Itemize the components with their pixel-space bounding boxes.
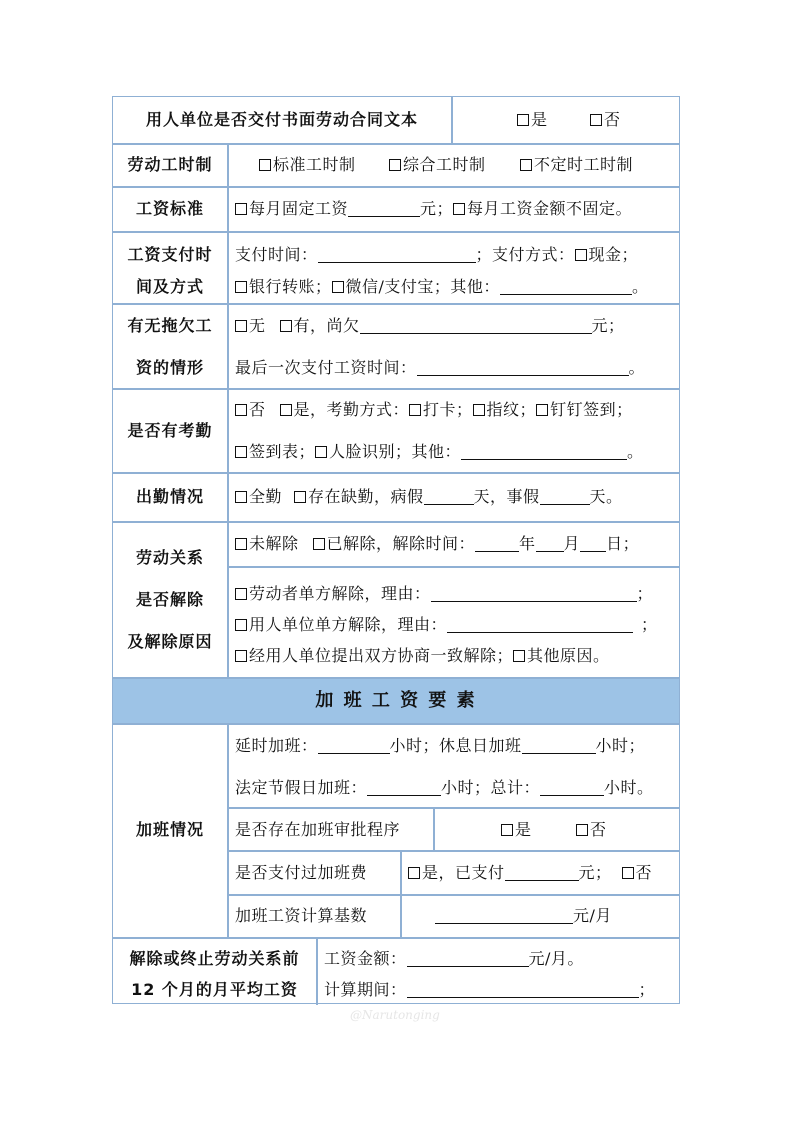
work-hours-label: 劳动工时制 xyxy=(127,155,213,174)
checkbox-icon[interactable] xyxy=(294,491,306,503)
row-divider xyxy=(113,186,679,188)
row-divider xyxy=(227,894,679,896)
checkbox-icon[interactable] xyxy=(575,249,587,261)
base-amount-blank[interactable] xyxy=(435,907,573,924)
rest-day-hours-blank[interactable] xyxy=(522,737,596,754)
avg-wage-amount-line: 工资金额： 元/月。 xyxy=(324,949,584,968)
wage-standard-options: 每月固定工资 元； 每月工资金额不固定。 xyxy=(235,199,632,219)
overtime-base-field: 元/月 xyxy=(435,906,612,926)
checkbox-icon[interactable] xyxy=(235,650,247,662)
approval-label: 是否存在加班审批程序 xyxy=(235,820,401,839)
attendance-status-line: 全勤 存在缺勤，病假 天，事假 天。 xyxy=(235,487,623,507)
total-hours-blank[interactable] xyxy=(540,779,604,796)
col-divider xyxy=(400,850,402,937)
payment-line1: 支付时间： ；支付方式： 现金； xyxy=(235,245,639,264)
row-divider xyxy=(113,303,679,305)
approval-no-option[interactable]: 否 xyxy=(576,820,607,840)
row-divider xyxy=(227,566,679,568)
termination-label-line2: 是否解除 xyxy=(135,590,204,609)
approval-yes-option[interactable]: 是 xyxy=(501,820,532,840)
checkbox-icon[interactable] xyxy=(235,491,247,503)
checkbox-icon[interactable] xyxy=(473,404,485,416)
avg-wage-period-blank[interactable] xyxy=(407,981,639,998)
attendance-line2: 签到表； 人脸识别；其他： 。 xyxy=(235,442,644,462)
checkbox-icon[interactable] xyxy=(590,114,602,126)
avg-wage-label-line2: 12 个月的月平均工资 xyxy=(131,980,298,999)
fixed-wage-blank[interactable] xyxy=(348,200,420,217)
arrears-line1: 无 有，尚欠 元； xyxy=(235,316,625,336)
overtime-line2: 法定节假日加班： 小时；总计： 小时。 xyxy=(235,778,654,797)
row-divider xyxy=(113,677,679,679)
checkbox-icon[interactable] xyxy=(280,404,292,416)
checkbox-icon[interactable] xyxy=(313,538,325,550)
checkbox-icon[interactable] xyxy=(332,281,344,293)
arrears-amount-blank[interactable] xyxy=(360,317,592,334)
checkbox-icon[interactable] xyxy=(235,619,247,631)
checkbox-icon[interactable] xyxy=(501,824,513,836)
contract-no-option[interactable]: 否 xyxy=(590,110,621,130)
labor-form xyxy=(112,96,680,1004)
worker-reason-blank[interactable] xyxy=(431,585,637,602)
pay-time-blank[interactable] xyxy=(318,246,476,263)
checkbox-icon[interactable] xyxy=(235,404,247,416)
row-divider xyxy=(113,388,679,390)
overtime-section-title: 加 班 工 资 要 素 xyxy=(315,690,477,711)
checkbox-icon[interactable] xyxy=(235,588,247,600)
flexible-hours-option[interactable]: 不定时工时制 xyxy=(520,155,633,175)
checkbox-icon[interactable] xyxy=(409,404,421,416)
row-divider xyxy=(113,143,679,145)
checkbox-icon[interactable] xyxy=(235,538,247,550)
row-divider xyxy=(227,807,679,809)
row-divider xyxy=(113,521,679,523)
col-divider xyxy=(227,723,229,937)
termination-label-line3: 及解除原因 xyxy=(127,632,213,651)
comprehensive-hours-option[interactable]: 综合工时制 xyxy=(389,155,486,175)
arrears-line2: 最后一次支付工资时间： 。 xyxy=(235,358,646,377)
arrears-label-line2: 资的情形 xyxy=(135,358,204,377)
overtime-base-label: 加班工资计算基数 xyxy=(235,906,368,925)
termination-line4: 经用人单位提出双方协商一致解除； 其他原因。 xyxy=(235,646,610,666)
watermark: @Narutonging xyxy=(350,1008,440,1022)
delay-hours-blank[interactable] xyxy=(318,737,390,754)
avg-wage-label-line1: 解除或终止劳动关系前 xyxy=(129,949,300,968)
row-divider xyxy=(113,231,679,233)
overtime-paid-options: 是，已支付 元； 否 xyxy=(408,863,652,883)
personal-leave-blank[interactable] xyxy=(540,488,590,505)
payment-label-line1: 工资支付时 xyxy=(127,245,213,264)
holiday-hours-blank[interactable] xyxy=(367,779,441,796)
checkbox-icon[interactable] xyxy=(536,404,548,416)
checkbox-icon[interactable] xyxy=(235,446,247,458)
sick-leave-blank[interactable] xyxy=(424,488,474,505)
checkbox-icon[interactable] xyxy=(513,650,525,662)
checkbox-icon[interactable] xyxy=(622,867,634,879)
col-divider xyxy=(227,143,229,677)
checkbox-icon[interactable] xyxy=(235,320,247,332)
checkbox-icon[interactable] xyxy=(520,159,532,171)
checkbox-icon[interactable] xyxy=(235,281,247,293)
attendance-other-blank[interactable] xyxy=(461,443,627,460)
checkbox-icon[interactable] xyxy=(315,446,327,458)
checkbox-icon[interactable] xyxy=(235,203,247,215)
wage-standard-label: 工资标准 xyxy=(135,199,204,218)
arrears-label-line1: 有无拖欠工 xyxy=(127,316,213,335)
checkbox-icon[interactable] xyxy=(408,867,420,879)
employer-reason-blank[interactable] xyxy=(447,616,633,633)
row-divider xyxy=(113,723,679,725)
contract-yes-option[interactable]: 是 xyxy=(517,110,548,130)
row-divider xyxy=(113,937,679,939)
payment-other-blank[interactable] xyxy=(500,278,632,295)
attendance-record-label: 是否有考勤 xyxy=(127,421,213,440)
row-divider xyxy=(113,472,679,474)
last-payment-blank[interactable] xyxy=(417,359,629,376)
termination-line2: 劳动者单方解除，理由： ； xyxy=(235,584,653,604)
col-divider xyxy=(316,937,318,1005)
overtime-paid-label: 是否支付过加班费 xyxy=(235,863,368,882)
checkbox-icon[interactable] xyxy=(280,320,292,332)
paid-amount-blank[interactable] xyxy=(505,864,579,881)
checkbox-icon[interactable] xyxy=(576,824,588,836)
termination-line3: 用人单位单方解除，理由： ； xyxy=(235,615,658,635)
year-blank[interactable] xyxy=(475,535,519,552)
checkbox-icon[interactable] xyxy=(259,159,271,171)
form-table xyxy=(112,96,680,1004)
contract-text-label: 用人单位是否交付书面劳动合同文本 xyxy=(145,110,418,129)
row-divider xyxy=(227,850,679,852)
termination-label-line1: 劳动关系 xyxy=(135,548,204,567)
payment-line2: 银行转账； 微信/支付宝；其他： 。 xyxy=(235,277,648,297)
col-divider xyxy=(451,97,453,143)
payment-label-line2: 间及方式 xyxy=(135,277,204,296)
checkbox-icon[interactable] xyxy=(453,203,465,215)
checkbox-icon[interactable] xyxy=(389,159,401,171)
checkbox-icon[interactable] xyxy=(517,114,529,126)
month-blank[interactable] xyxy=(536,535,564,552)
attendance-status-label: 出勤情况 xyxy=(135,487,204,506)
col-divider xyxy=(433,807,435,850)
day-blank[interactable] xyxy=(580,535,606,552)
avg-wage-period-line: 计算期间： ； xyxy=(324,980,656,999)
termination-line1: 未解除 已解除，解除时间： 年 月 日； xyxy=(235,534,639,554)
attendance-line1: 否 是，考勤方式： 打卡； 指纹； 钉钉签到； xyxy=(235,400,633,420)
avg-wage-amount-blank[interactable] xyxy=(407,950,529,967)
overtime-label: 加班情况 xyxy=(135,820,204,839)
overtime-line1: 延时加班： 小时；休息日加班 小时； xyxy=(235,736,646,755)
standard-hours-option[interactable]: 标准工时制 xyxy=(259,155,356,175)
